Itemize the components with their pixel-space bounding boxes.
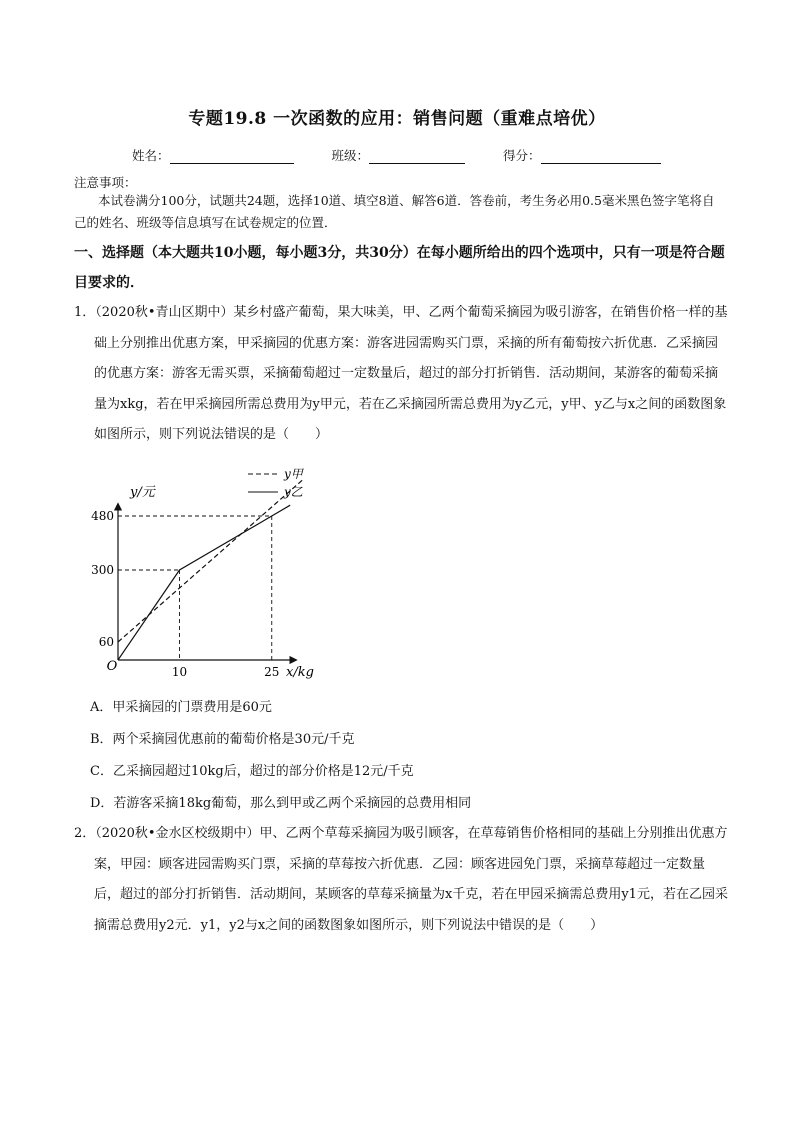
name-label: 姓名：: [132, 148, 170, 163]
question-1: [74, 298, 730, 451]
question-1-text: 1．（2020秋•青山区期中）某乡村盛产葡萄，果大味美，甲、乙两个葡萄采摘园为吸引游客，在销售价格一样的基础上分别推出优惠方案，甲采摘园的优惠方案：游客进园需购买门票，采摘的所有葡萄按六折优惠．乙采摘园的优惠方案：游客无需买票，采摘葡萄超过一定数量后，超过的部分打折销售．活动期间，某游客的葡萄采摘量为xkg，若在甲采摘园所需总费用为y甲元，若在乙采摘园所需总费用为y乙元，y甲、y乙与x之间的函数图象如图所示，则下列说法错误的是（ ）: [74, 305, 728, 442]
series-line-y-jia: [118, 480, 303, 642]
question-2-text: 2．（2020秋•金水区校级期中）甲、乙两个草莓采摘园为吸引顾客，在草莓销售价格相同的基础上分别推出优惠方案，甲园：顾客进园需购买门票，采摘的草莓按六折优惠．乙园：顾客进园免门票，采摘草莓超过一定数量后，超过的部分打折销售．活动期间，某顾客的草莓采摘量为x千克，若在甲园采摘需总费用y1元，若在乙园采摘需总费用y2元．y1，y2与x之间的函数图象如图所示，则下列说法中错误的是（ ）: [74, 826, 728, 933]
x-axis-label: x/kg: [286, 665, 314, 680]
name-field[interactable]: [132, 146, 294, 164]
class-label: 班级：: [331, 148, 370, 163]
student-info-row: [132, 146, 695, 164]
class-blank[interactable]: [369, 150, 465, 164]
q1-option-a[interactable]: A．甲采摘园的门票费用是60元: [90, 700, 272, 715]
y-tick-60: 60: [98, 635, 114, 649]
series-line-y-yi: [118, 505, 290, 660]
section-heading: 一、选择题（本大题共10小题，每小题3分，共30分）在每小题所给出的四个选项中，只有一项是符合题目要求的．: [74, 245, 725, 291]
x-tick-25: 25: [264, 665, 280, 679]
score-label: 得分：: [503, 148, 541, 163]
q1-option-c[interactable]: C．乙采摘园超过10kg后，超过的部分价格是12元/千克: [90, 764, 414, 779]
q1-option-b[interactable]: B．两个采摘园优惠前的葡萄价格是30元/千克: [90, 732, 355, 747]
name-blank[interactable]: [170, 150, 294, 164]
legend-label-0: y甲: [284, 467, 303, 481]
y-tick-480: 480: [91, 509, 114, 523]
question-2: [74, 819, 730, 941]
score-field[interactable]: [503, 146, 661, 164]
q1-option-d[interactable]: D．若游客采摘18kg葡萄，那么到甲或乙两个采摘园的总费用相同: [90, 796, 472, 811]
score-blank[interactable]: [541, 150, 661, 164]
y-tick-300: 300: [91, 563, 114, 577]
origin-label: O: [106, 659, 118, 674]
legend-label-1: y乙: [284, 485, 303, 499]
document-title: 专题19.8 一次函数的应用：销售问题（重难点培优）: [188, 109, 606, 129]
notice-text: 本试卷满分100分，试题共24题，选择10道、填空8道、解答6道．答卷前，考生务必用0.5毫米黑色签字笔将自己的姓名、班级等信息填写在试卷规定的位置．: [74, 193, 715, 230]
y-axis-label: y/元: [130, 485, 155, 500]
class-field[interactable]: [332, 146, 466, 164]
notice-heading: 注意事项：: [74, 175, 137, 190]
function-graph: [91, 464, 320, 684]
x-tick-10: 10: [171, 665, 188, 679]
